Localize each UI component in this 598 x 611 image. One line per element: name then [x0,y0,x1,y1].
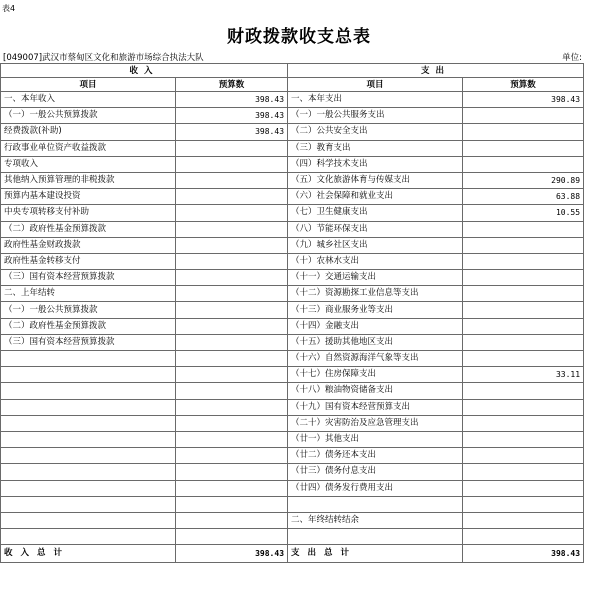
table-row [1,189,584,205]
expense-value-cell [463,237,584,253]
table-row [1,431,584,447]
table-row [1,399,584,415]
expense-value-cell [463,529,584,545]
income-value-cell [176,172,288,188]
expense-value-cell [463,415,584,431]
income-value-cell: 398.43 [176,124,288,140]
expense-value-cell [463,221,584,237]
income-item-cell [1,448,176,464]
income-value-cell [176,496,288,512]
expense-value-cell: 398.43 [463,92,584,108]
income-item-header: 项目 [1,78,176,92]
income-item-cell [1,367,176,383]
expense-item-cell: （十九）国有资本经营预算支出 [288,399,463,415]
expense-item-cell: （二）公共安全支出 [288,124,463,140]
expense-value-cell [463,351,584,367]
expense-item-cell: （十六）自然资源海洋气象等支出 [288,351,463,367]
expense-item-cell: 一、本年支出 [288,92,463,108]
expense-value-cell: 33.11 [463,367,584,383]
expense-item-cell: （五）文化旅游体育与传媒支出 [288,172,463,188]
income-item-cell: 二、上年结转 [1,286,176,302]
table-row [1,124,584,140]
expense-item-cell [288,529,463,545]
income-value-cell [176,205,288,221]
income-value-cell [176,480,288,496]
table-row [1,221,584,237]
table-row [1,172,584,188]
expense-item-cell: （廿三）债务付息支出 [288,464,463,480]
income-item-cell: 其他纳入预算管理的非税拨款 [1,172,176,188]
income-item-cell: （二）政府性基金预算拨款 [1,221,176,237]
expense-value-cell: 290.89 [463,172,584,188]
table-row [1,367,584,383]
income-value-cell [176,253,288,269]
unit-label: 单位: [562,53,582,63]
income-value-cell [176,529,288,545]
expense-item-cell: （十八）粮油物资储备支出 [288,383,463,399]
expense-item-cell: （六）社会保障和就业支出 [288,189,463,205]
table-row [1,237,584,253]
income-item-cell [1,351,176,367]
table-row [1,496,584,512]
expense-item-cell: （七）卫生健康支出 [288,205,463,221]
table-row [1,92,584,108]
table-row [1,351,584,367]
table-row [1,415,584,431]
income-value-cell [176,383,288,399]
expense-value-cell [463,318,584,334]
page-title: 财政拨款收支总表 [227,27,371,47]
expense-value-cell [463,383,584,399]
table-row [1,108,584,124]
income-item-cell: 中央专项转移支付补助 [1,205,176,221]
table-row [1,512,584,528]
income-value-cell [176,415,288,431]
table-row [1,270,584,286]
income-budget-header: 预算数 [176,78,288,92]
income-value-cell [176,237,288,253]
column-header-row [1,78,584,92]
income-item-cell [1,480,176,496]
income-item-cell [1,399,176,415]
expense-value-cell [463,286,584,302]
total-row [1,545,584,563]
table-row [1,529,584,545]
table-row [1,205,584,221]
expense-item-cell: （十三）商业服务业等支出 [288,302,463,318]
table-row [1,253,584,269]
income-value-cell [176,464,288,480]
income-section-header: 收入 [1,64,288,78]
income-item-cell [1,383,176,399]
expense-section-header: 支出 [288,64,584,78]
table-row [1,140,584,156]
table-row [1,156,584,172]
expense-item-cell: （十）农林水支出 [288,253,463,269]
income-item-cell [1,496,176,512]
income-item-cell: （三）国有资本经营预算拨款 [1,270,176,286]
budget-summary-table [0,63,584,563]
expense-item-cell: （廿二）债务还本支出 [288,448,463,464]
table-number: 表4 [2,4,16,13]
expense-item-cell: （三）教育支出 [288,140,463,156]
income-value-cell [176,512,288,528]
income-item-cell: 行政事业单位资产收益拨款 [1,140,176,156]
income-item-cell [1,529,176,545]
table-row [1,334,584,350]
expense-item-cell: （廿四）债务发行费用支出 [288,480,463,496]
table-row [1,464,584,480]
table-row [1,448,584,464]
income-value-cell [176,189,288,205]
expense-item-cell: 二、年终结转结余 [288,512,463,528]
expense-value-cell [463,270,584,286]
income-total-value: 398.43 [176,545,288,563]
expense-item-cell [288,496,463,512]
income-value-cell [176,367,288,383]
income-value-cell [176,286,288,302]
expense-item-cell: （八）节能环保支出 [288,221,463,237]
income-value-cell [176,156,288,172]
expense-value-cell [463,496,584,512]
income-item-cell: 经费拨款(补助) [1,124,176,140]
income-item-cell [1,415,176,431]
income-item-cell: （二）政府性基金预算拨款 [1,318,176,334]
income-item-cell: （一）一般公共预算拨款 [1,302,176,318]
expense-item-cell: （十四）金融支出 [288,318,463,334]
expense-value-cell [463,399,584,415]
expense-total-label: 支出总计 [288,545,463,563]
expense-value-cell [463,253,584,269]
table-row [1,480,584,496]
table-row [1,383,584,399]
income-value-cell [176,221,288,237]
expense-value-cell [463,108,584,124]
income-total-label: 收入总计 [1,545,176,563]
income-item-cell [1,431,176,447]
expense-item-cell: （十七）住房保障支出 [288,367,463,383]
expense-item-cell: （十五）援助其他地区支出 [288,334,463,350]
expense-total-value: 398.43 [463,545,584,563]
income-value-cell [176,140,288,156]
income-item-cell: （一）一般公共预算拨款 [1,108,176,124]
income-value-cell [176,318,288,334]
expense-value-cell [463,156,584,172]
table-row [1,286,584,302]
income-value-cell [176,334,288,350]
expense-item-cell: （十一）交通运输支出 [288,270,463,286]
income-value-cell [176,270,288,286]
expense-value-cell [463,334,584,350]
income-item-cell: 专项收入 [1,156,176,172]
income-item-cell: 预算内基本建设投资 [1,189,176,205]
expense-item-header: 项目 [288,78,463,92]
income-value-cell [176,399,288,415]
expense-value-cell [463,448,584,464]
income-item-cell: （三）国有资本经营预算拨款 [1,334,176,350]
income-value-cell [176,302,288,318]
expense-budget-header: 预算数 [463,78,584,92]
expense-value-cell: 63.88 [463,189,584,205]
expense-item-cell: （四）科学技术支出 [288,156,463,172]
expense-item-cell: （九）城乡社区支出 [288,237,463,253]
unit-name: [049007]武汉市蔡甸区文化和旅游市场综合执法大队 [3,53,204,63]
expense-value-cell [463,431,584,447]
income-value-cell [176,448,288,464]
income-item-cell: 政府性基金转移支付 [1,253,176,269]
expense-value-cell: 10.55 [463,205,584,221]
expense-item-cell: （廿一）其他支出 [288,431,463,447]
income-item-cell [1,512,176,528]
expense-value-cell [463,302,584,318]
income-item-cell: 政府性基金财政拨款 [1,237,176,253]
expense-value-cell [463,124,584,140]
section-header-row [1,64,584,78]
table-row [1,318,584,334]
income-value-cell [176,431,288,447]
expense-item-cell: （十二）资源勘探工业信息等支出 [288,286,463,302]
income-value-cell: 398.43 [176,92,288,108]
expense-value-cell [463,512,584,528]
expense-value-cell [463,140,584,156]
income-item-cell [1,464,176,480]
income-value-cell [176,351,288,367]
table-row [1,302,584,318]
expense-value-cell [463,464,584,480]
expense-item-cell: （一）一般公共服务支出 [288,108,463,124]
expense-item-cell: （二十）灾害防治及应急管理支出 [288,415,463,431]
income-value-cell: 398.43 [176,108,288,124]
income-item-cell: 一、本年收入 [1,92,176,108]
expense-value-cell [463,480,584,496]
